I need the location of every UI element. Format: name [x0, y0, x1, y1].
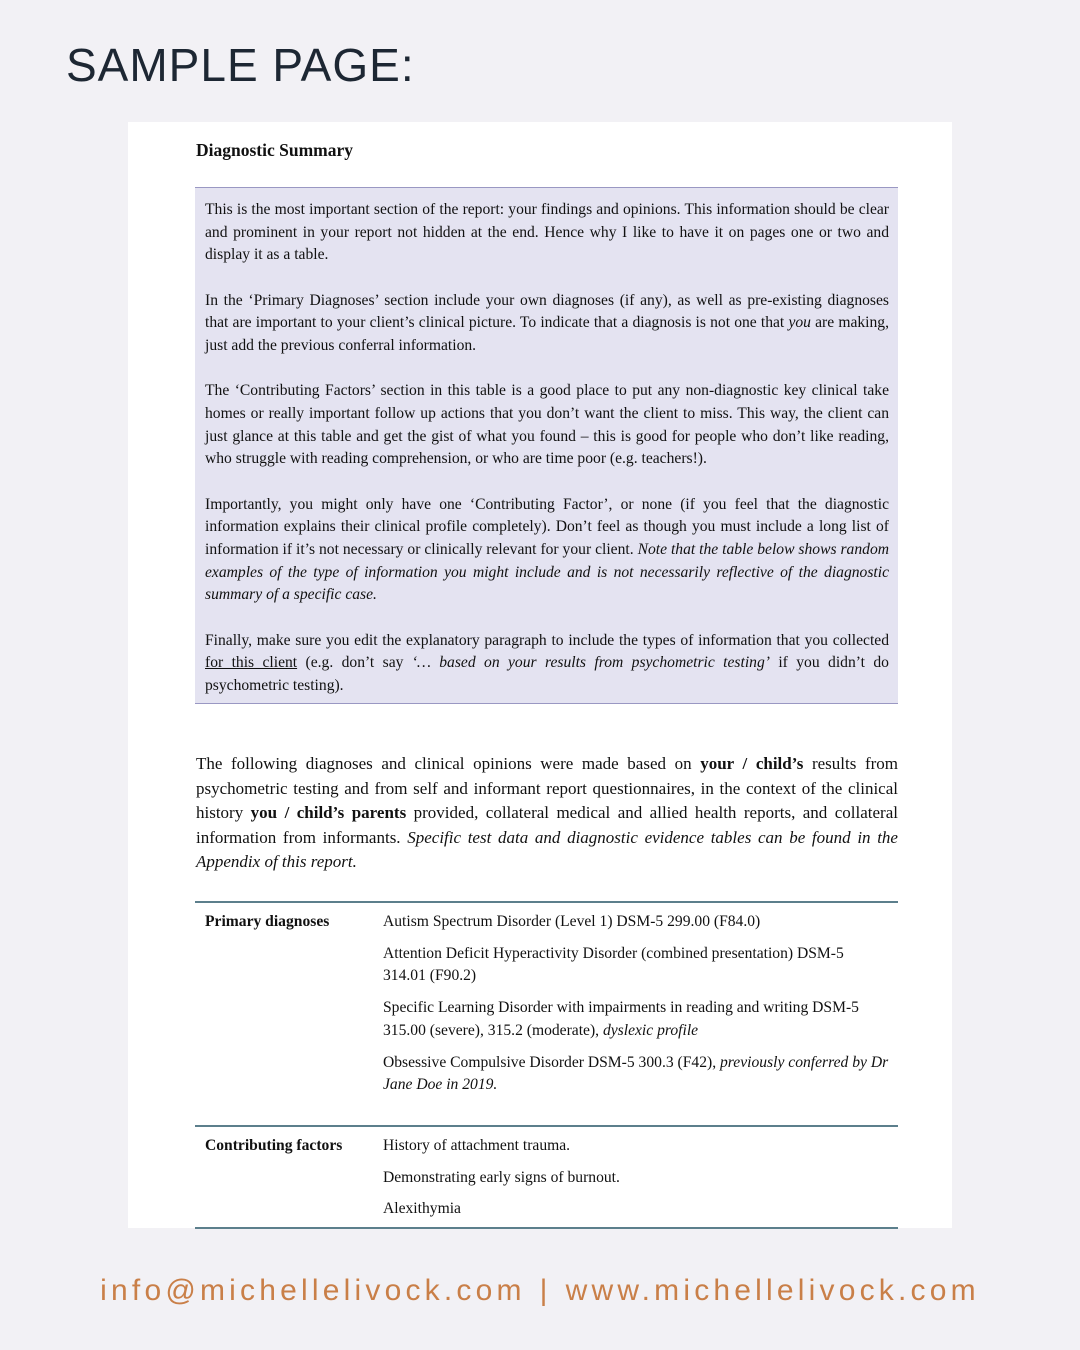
- text-segment: dyslexic profile: [602, 1021, 699, 1039]
- contributing-factors-list: [375, 1126, 898, 1228]
- note-paragraph: [205, 380, 889, 471]
- primary-diagnoses-row: [195, 902, 898, 1103]
- diagnosis-entry: [383, 997, 890, 1042]
- text-segment: Finally, make sure you edit the explanatory paragraph to include the types of information that you collected: [205, 631, 889, 649]
- text-segment: for this client: [205, 654, 298, 672]
- text-segment: Autism Spectrum Disorder (Level 1) DSM-5 299.00 (F84.0): [383, 913, 761, 930]
- text-segment: The ‘Contributing Factors’ section in this table is a good place to put any non-diagnostic key clinical take homes or really important follow up actions that you don’t want the client to miss. This way, the client can just glance at this table and get the gist of what you found – this is good for people who don’t like reading, who struggle with reading comprehension, or who are time poor (e.g. teachers!).: [205, 382, 889, 468]
- diagnosis-entry: [383, 943, 890, 988]
- primary-diagnoses-label: Primary diagnoses: [205, 913, 330, 930]
- contributing-factors-label: Contributing factors: [205, 1136, 343, 1154]
- note-paragraph: [205, 199, 889, 267]
- text-segment: you: [788, 314, 811, 332]
- text-segment: Attention Deficit Hyperactivity Disorder (combined presentation) DSM-5 314.01 (F90.2): [383, 944, 844, 985]
- diagnosis-entry: [383, 1052, 890, 1097]
- factor-entry: [383, 1167, 890, 1190]
- text-segment: In the ‘Primary Diagnoses’ section include your own diagnoses (if any), as well as pre-existing diagnoses that are important to your client’s clinical picture. To indicate that a diagnosis is not one that: [205, 291, 889, 332]
- text-segment: The following diagnoses and clinical opinions were made based on: [196, 754, 701, 773]
- contact-footer: [0, 1274, 1080, 1308]
- email-link[interactable]: info@michellelivock.com: [100, 1274, 526, 1307]
- text-segment: Demonstrating early signs of burnout.: [383, 1168, 620, 1186]
- text-segment: This is the most important section of the report: your findings and opinions. This information should be clear and prominent in your report not hidden at the end. Hence why I like to have it on pages one or two and display it as a table.: [205, 201, 889, 264]
- text-segment: your / child’s: [700, 754, 804, 773]
- text-segment: previously conferred by Dr Jane Doe in 2019.: [383, 1053, 889, 1094]
- instruction-note-box: [195, 187, 898, 704]
- factor-entry: [383, 1135, 890, 1158]
- document-page: [128, 122, 952, 1228]
- text-segment: if you didn’t do psychometric testing).: [205, 654, 889, 694]
- website-link[interactable]: www.michellelivock.com: [565, 1274, 980, 1307]
- diagnosis-entry: [383, 911, 890, 934]
- text-segment: ‘… based on your results from psychometric testing’: [411, 654, 770, 672]
- text-segment: Importantly, you might only have one ‘Contributing Factor’, or none (if you feel that the diagnostic information explains their clinical profile completely). Don’t feel as though you must include a long list of information if it’s not necessary or clinically relevant for your client.: [205, 495, 889, 558]
- text-segment: results from psychometric testing and from self and informant report questionnaires, in the context of the clinical history: [196, 754, 898, 823]
- text-segment: Specific Learning Disorder with impairments in reading and writing DSM-5 315.00 (severe), 315.2 (moderate),: [383, 999, 859, 1039]
- primary-diagnoses-list: [375, 902, 898, 1103]
- document-title: Diagnostic Summary: [196, 140, 354, 160]
- note-paragraph: [205, 290, 889, 358]
- text-segment: are making, just add the previous conferral information.: [205, 314, 889, 355]
- note-paragraph: [205, 494, 889, 608]
- text-segment: you / child’s parents: [250, 803, 407, 823]
- text-segment: Obsessive Compulsive Disorder DSM-5 300.3 (F42),: [383, 1053, 720, 1071]
- text-segment: (e.g. don’t say: [297, 654, 412, 672]
- contributing-factors-row: [195, 1126, 898, 1228]
- intro-paragraph: [196, 752, 898, 875]
- text-segment: provided, collateral medical and allied health reports, and collateral information from informants.: [196, 803, 898, 847]
- footer-separator: |: [539, 1274, 552, 1307]
- table-spacer: [195, 1103, 898, 1126]
- page-heading: SAMPLE PAGE:: [66, 39, 415, 91]
- text-segment: Specific test data and diagnostic evidence tables can be found in the Appendix of this report.: [196, 827, 898, 872]
- diagnostic-summary-table: [195, 901, 898, 1229]
- text-segment: Alexithymia: [383, 1200, 461, 1218]
- text-segment: History of attachment trauma.: [383, 1136, 571, 1154]
- text-segment: Note that the table below shows random examples of the type of information you might include and is not necessarily reflective of the diagnostic summary of a specific case.: [205, 540, 890, 604]
- note-paragraph: [205, 630, 889, 698]
- factor-entry: [383, 1198, 890, 1221]
